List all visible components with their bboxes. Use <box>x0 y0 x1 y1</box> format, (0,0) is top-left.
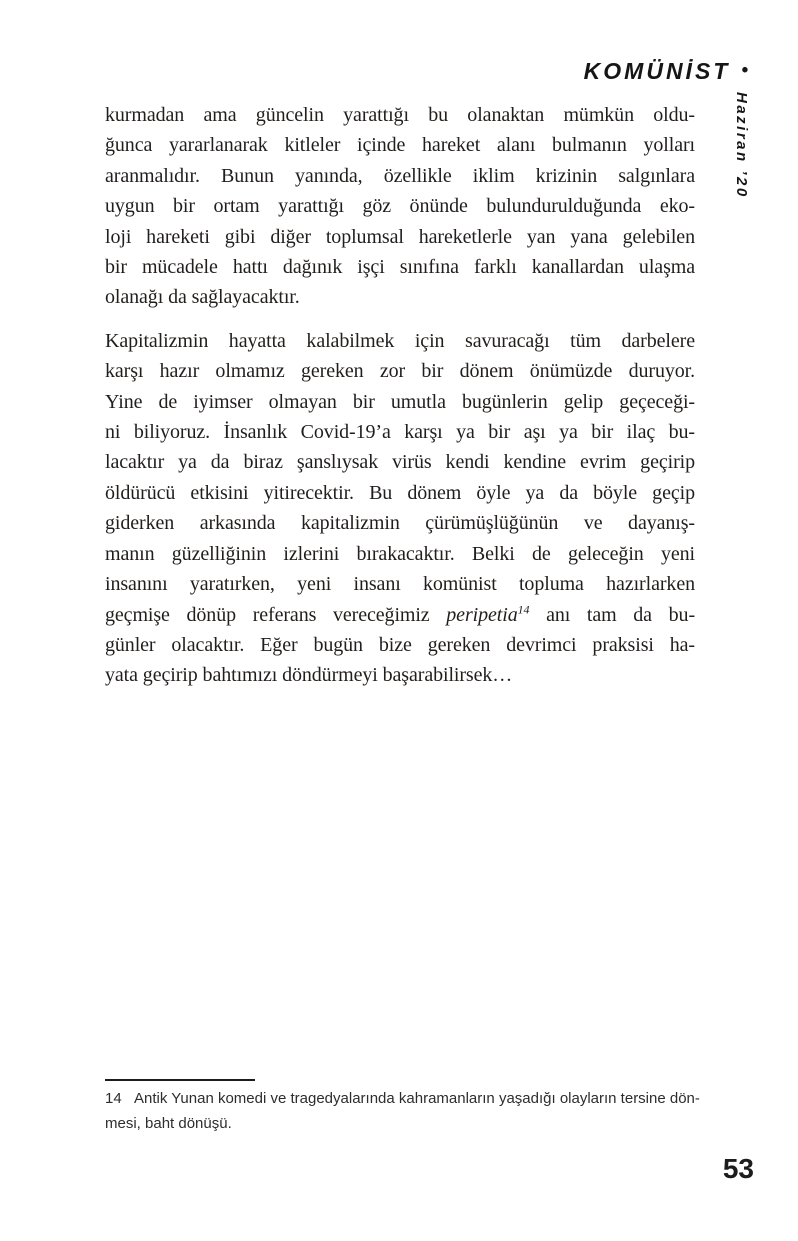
footnote <box>105 1086 765 1136</box>
footnote-rule <box>105 1079 255 1081</box>
text-line: kurmadan ama güncelin yarattığı bu olanaktan mümkün oldu- <box>105 104 695 126</box>
text-line: günler olacaktır. Eğer bugün bize gereken devrimci praksisi ha- <box>105 633 695 656</box>
text-line: yata geçirip bahtımızı döndürmeyi başarabilirsek… <box>105 664 513 687</box>
bullet-icon: • <box>741 59 748 81</box>
text-line: lacaktır ya da biraz şanslıysak virüs kendi kendine evrim geçirip <box>105 451 695 474</box>
text-line: öldürücü etkisini yitirecektir. Bu dönem öyle ya da böyle geçip <box>105 481 695 504</box>
footnote-text: Antik Yunan komedi ve tragedyalarında kahramanların yaşadığı olayların tersine dön- <box>134 1090 700 1107</box>
text-line-with-footnote-ref <box>105 600 695 630</box>
text-line: loji hareketi gibi diğer toplumsal hareketlerle yan yana gelebilen <box>105 225 695 248</box>
text-line: karşı hazır olmamız gereken zor bir dönem önümüzde duruyor. <box>105 360 695 383</box>
text-line: insanını yaratırken, yeni insanı komünist topluma hazırlarken <box>105 573 695 596</box>
text-line: aranmalıdır. Bunun yanında, özellikle iklim krizinin salgınlara <box>105 164 695 187</box>
italic-term: peripetia <box>446 603 518 626</box>
text-line: Yine de iyimser olmayan bir umutla bugünlerin gelip geçeceği- <box>105 390 695 413</box>
footnote-reference: 14 <box>517 601 530 616</box>
text-segment: anı tam da bu- <box>529 603 696 626</box>
paragraph-1 <box>105 100 695 313</box>
page-header <box>584 58 748 85</box>
text-line: Kapitalizmin hayatta kalabilmek için savuracağı tüm darbelere <box>105 329 695 352</box>
footnote-line <box>105 1086 765 1111</box>
journal-title: KOMÜNİST <box>583 58 731 84</box>
text-line: olanağı da sağlayacaktır. <box>105 286 300 309</box>
text-line: ğunca yararlanarak kitleler içinde hareket alanı bulmanın yolları <box>105 134 695 157</box>
issue-label: Haziran ’20 <box>733 92 750 199</box>
text-line: uygun bir ortam yarattığı göz önünde bulundurulduğunda eko- <box>105 195 695 218</box>
footnote-number: 14 <box>105 1090 122 1107</box>
text-line: manın güzelliğinin izlerini bırakacaktır. Belki de geleceğin yeni <box>105 542 695 565</box>
footnote-line: mesi, baht dönüşü. <box>105 1115 232 1132</box>
page-number: 53 <box>722 1153 754 1184</box>
text-line: bir mücadele hattı dağınık işçi sınıfına farklı kanallardan ulaşma <box>105 256 695 279</box>
paragraph-2 <box>105 326 695 691</box>
text-line: ni biliyoruz. İnsanlık Covid-19’a karşı ya bir aşı ya bir ilaç bu- <box>105 421 695 444</box>
body-text <box>105 100 695 691</box>
text-segment: geçmişe dönüp referans vereceğimiz <box>105 603 447 626</box>
text-line: giderken arkasında kapitalizmin çürümüşlüğünün ve dayanış- <box>105 512 695 535</box>
